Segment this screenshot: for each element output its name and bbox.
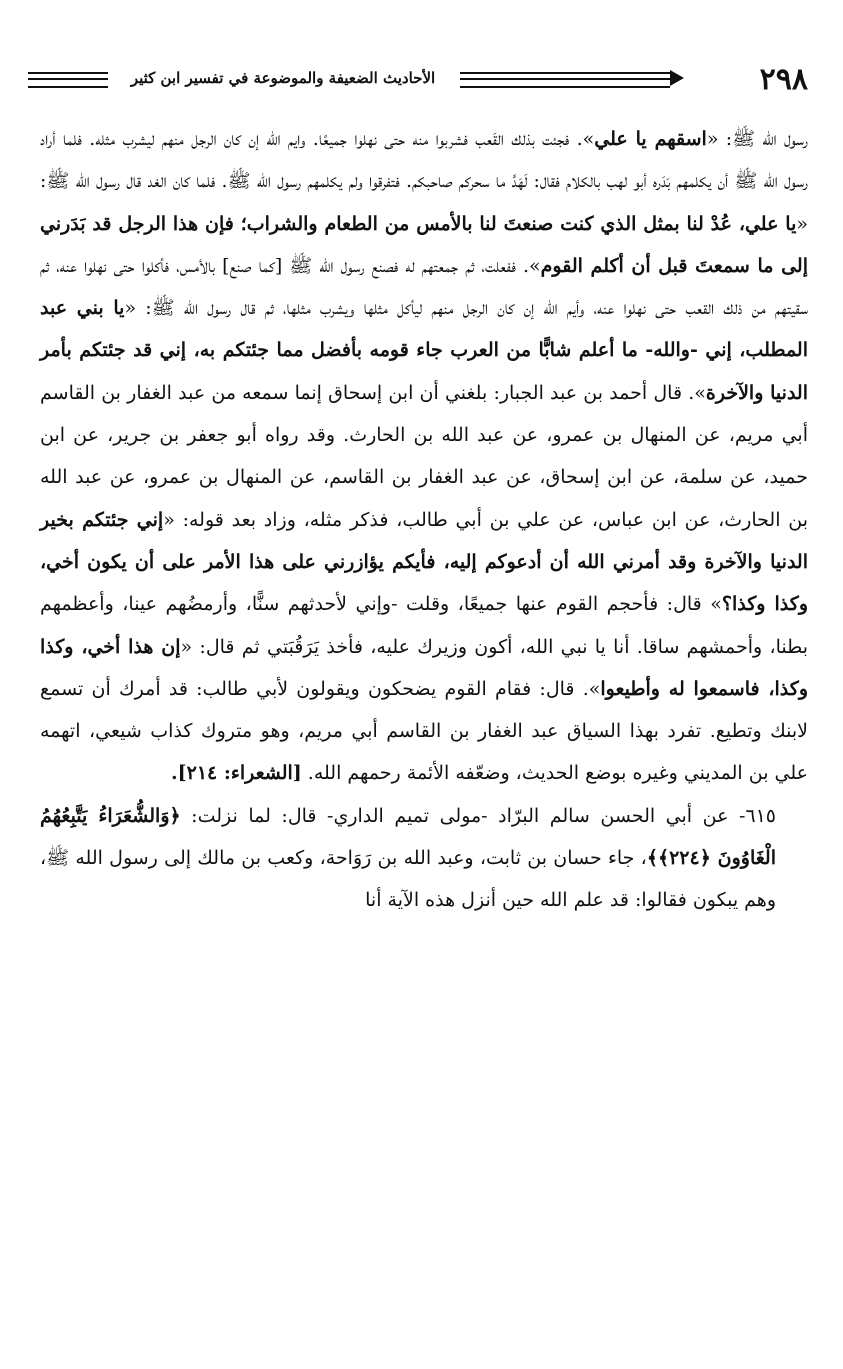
text-run: رسول الله ﷺ: « [706,128,808,150]
text-run: ». قال أحمد بن عبد الجبار: بلغني أن ابن إسحاق إنما سمعه من عبد الغفار بن القاسم أبي مريم، عن المنهال بن عمرو، عن عبد الله بن الحارث. وقد رواه أبو جعفر بن جرير، عن ابن حميد، عن سلمة، عن ابن إسحاق، عن عبد الغفار بن القاسم، عن المنهال بن عمرو، عن عبد الله بن الحارث، عن ابن عباس، عن علي بن أبي طالب، فذكر مثله، وزاد بعد قوله: « [40,381,808,531]
text-run: » قال: فأحجم القوم عنها جميعًا، وقلت -وإني لأحدثهم سنًّا، وأرمضُهم عينا، وأعظمهم بطنا، وأحمشهم ساقا. أنا يا نبي الله، أكون وزيرك عليه، فأخذ يَرَقُبَتي ثم قال: « [40,593,808,658]
text-run: ». ففعلت، ثم جمعتهم له فصنع رسول الله ﷺ [كما صنع] بالأمس، فأكلوا حتى نهلوا عنه، ثم سقيتهم من ذلك القعب حتى نهلوا عنه، وأيم الله إن كان الرجل منهم ليأكل مثلها ويشرب مثلها، ثم قال رسول الله ﷺ: « [40,254,808,320]
text-run: ». فجئت بذلك القَعب فشربوا منه حتى نهلوا جميعًا. وايم الله إن كان الرجل منهم ليشرب مثله. فلما أراد رسول الله ﷺ أن يكلمهم بَدَره أبو لهب بالكلام فقال: لَهَدَّ ما سحركم صاحبكم. فتفرقوا ولم يكلمهم رسول الله ﷺ. فلما كان الغد قال رسول الله ﷺ: « [40,128,808,235]
bold-text-run: [الشعراء: ٢١٤]. [171,762,302,785]
header-rule-left [28,72,108,88]
text-run: ». قال: فقام القوم يضحكون ويقولون لأبي طالب: قد أمرك أن تسمع لابنك وتطيع. تفرد بهذا السياق عبد الغفار بن القاسم أبي مريم، وهو متروك كذاب شيعي، اتهمه علي بن المديني وغيره بوضع الحديث، وضعّفه الأئمة رحمهم الله. [40,677,808,785]
header-rule-right [460,72,670,88]
running-title: الأحاديث الضعيفة والموضوعة في تفسير ابن كثير [130,69,436,87]
paragraph-main [40,118,808,795]
bold-text-run: يا بني عبد المطلب، إني -والله- ما أعلم شابًّا من العرب جاء قومه بأفضل مما جئتكم به، إني قد جئتكم بأمر الدنيا والآخرة [40,297,808,404]
page-header [28,58,808,102]
paragraph-hadith-615 [40,795,808,922]
bold-text-run: ﴿وَالشُّعَرَاءُ يَتَّبِعُهُمُ الْغَاوُونَ ﴿٢٢٤﴾﴾ [40,804,776,870]
bold-text-run: إن هذا أخي، وكذا وكذا، فاسمعوا له وأطيعوا [40,635,808,700]
bold-text-run: يا علي، عُدْ لنا بمثل الذي كنت صنعتَ لنا بالأمس من الطعام والشراب؛ فإن هذا الرجل قد بَدَرني إلى ما سمعتَ قبل أن أكلم القوم [40,212,808,277]
bold-text-run: إني جئتكم بخير الدنيا والآخرة وقد أمرني الله أن أدعوكم إليه، فأيكم يؤازرني على هذا الأمر على أن يكون أخي، وكذا وكذا؟ [40,508,808,616]
header-arrow-ornament [670,70,684,86]
page-number: ٢٩٨ [759,62,808,97]
text-run: ، جاء حسان بن ثابت، وعبد الله بن رَوَاحة، وكعب بن مالك إلى رسول الله ﷺ، وهم يبكون فقالوا: قد علم الله حين أنزل هذه الآية أنا [40,847,776,912]
bold-text-run: اسقهم يا علي [594,128,707,150]
body-text [40,118,808,922]
text-run: ٦١٥- عن أبي الحسن سالم البرّاد -مولى تميم الداري- قال: لما نزلت: [180,804,776,827]
